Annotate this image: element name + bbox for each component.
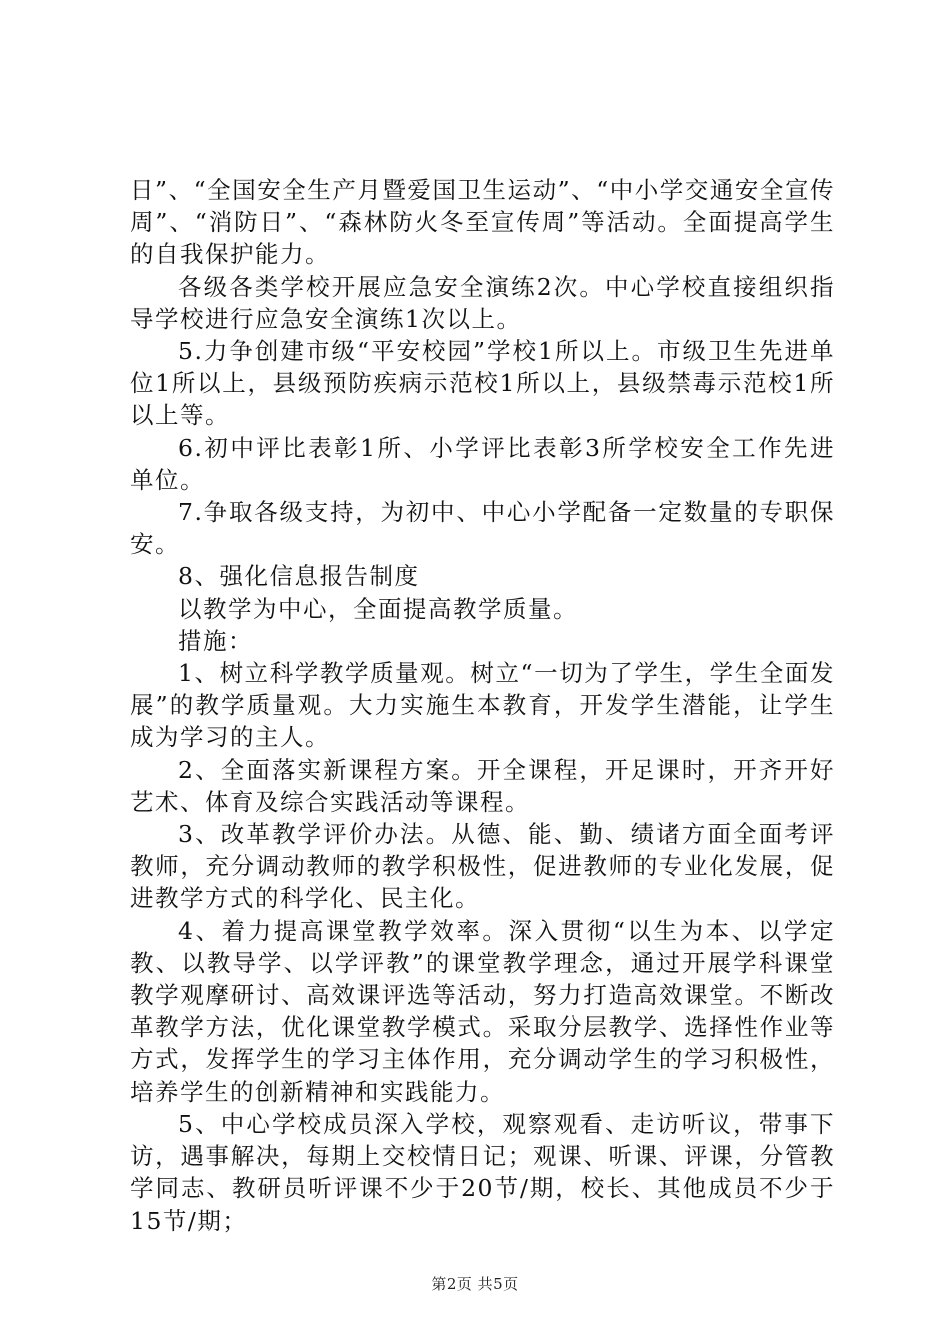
document-body xyxy=(130,174,835,1237)
paragraph: 6.初中评比表彰1所、小学评比表彰3所学校安全工作先进单位。 xyxy=(130,433,835,494)
paragraph: 8、强化信息报告制度 xyxy=(178,562,420,591)
paragraph: 2、全面落实新课程方案。开全课程，开足课时，开齐开好艺术、体育及综合实践活动等课程。 xyxy=(130,755,835,816)
paragraph: 1、树立科学教学质量观。树立“一切为了学生，学生全面发展”的教学质量观。大力实施生本教育，开发学生潜能，让学生成为学习的主人。 xyxy=(130,659,835,752)
paragraph: 4、着力提高课堂教学效率。深入贯彻“以生为本、以学定教、以教导学、以学评教”的课堂教学理念，通过开展学科课堂教学观摩研讨、高效课评选等活动，努力打造高效课堂。不断改革教学方法，优化课堂教学模式。采取分层教学、选择性作业等方式，发挥学生的学习主体作用，充分调动学生的学习积极性，培养学生的创新精神和实践能力。 xyxy=(130,916,835,1106)
paragraph: 7.争取各级支持，为初中、中心小学配备一定数量的专职保安。 xyxy=(130,498,835,559)
paragraph: 各级各类学校开展应急安全演练2次。中心学校直接组织指导学校进行应急安全演练1次以上。 xyxy=(130,272,835,333)
paragraph: 措施： xyxy=(178,626,253,655)
paragraph: 日”、“全国安全生产月暨爱国卫生运动”、“中小学交通安全宣传周”、“消防日”、“森林防火冬至宣传周”等活动。全面提高学生的自我保护能力。 xyxy=(130,176,835,269)
paragraph: 以教学为中心，全面提高教学质量。 xyxy=(178,594,578,623)
paragraph: 5、中心学校成员深入学校，观察观看、走访听议，带事下访，遇事解决，每期上交校情日记；观课、听课、评课，分管教学同志、教研员听评课不少于20节/期，校长、其他成员不少于15节/期； xyxy=(130,1109,835,1235)
paragraph: 5.力争创建市级“平安校园”学校1所以上。市级卫生先进单位1所以上，县级预防疾病示范校1所以上，县级禁毒示范校1所以上等。 xyxy=(130,337,835,430)
paragraph: 3、改革教学评价办法。从德、能、勤、绩诸方面全面考评教师，充分调动教师的教学积极性，促进教师的专业化发展，促进教学方式的科学化、民主化。 xyxy=(130,820,835,913)
page-number-label: 第2页 共5页 xyxy=(431,1275,519,1293)
page-footer xyxy=(0,1273,950,1294)
